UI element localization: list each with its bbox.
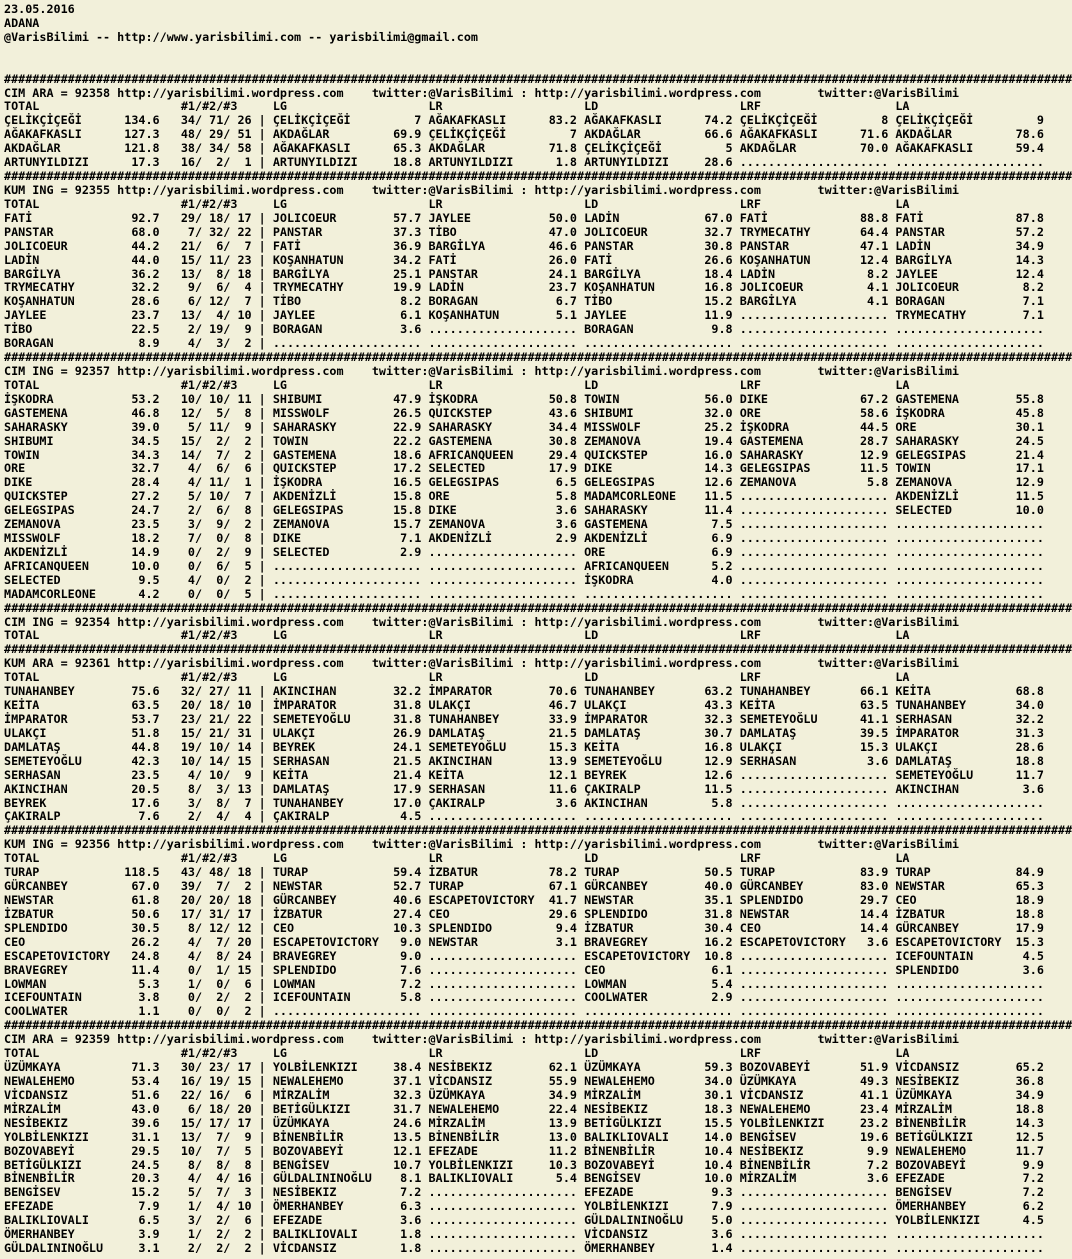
report-row: SPLENDIDO 30.5 8/ 12/ 12 | CEO 10.3 SPLENDIDO 9.4 İZBATUR 30.4 CEO 14.4 GÜRCANBEY 17.9	[4, 920, 1044, 935]
report-date: 23.05.2016	[4, 2, 75, 16]
report-row: NEWALEHEMO 53.4 16/ 19/ 15 | NEWALEHEMO 37.1 VİCDANSIZ 55.9 NEWALEHEMO 34.0 ÜZÜMKAYA 49.3 NESİBEKIZ 36.8	[4, 1073, 1044, 1088]
report-row: NEWSTAR 61.8 20/ 20/ 18 | GÜRCANBEY 40.6 ESCAPETOVICTORY 41.7 NEWSTAR 35.1 SPLENDIDO 29.7 CEO 18.9	[4, 893, 1044, 907]
column-header-line: TOTAL #1/#2/#3 LG LR LD LRF LA	[4, 377, 910, 392]
report-row: BALIKLIOVALI 6.5 3/ 2/ 6 | EFEZADE 3.6 ..................... GÜLDALININOĞLU 5.0 ..................... YOLBİLENKIZI 4.5	[4, 1213, 1044, 1228]
column-header-line: TOTAL #1/#2/#3 LG LR LD LRF LA	[4, 670, 910, 685]
report-row: İŞKODRA 53.2 10/ 10/ 11 | SHIBUMI 47.9 İŞKODRA 50.8 TOWIN 56.0 DIKE 67.2 GASTEMENA 55.8	[4, 391, 1044, 406]
report-row: JAYLEE 23.7 13/ 4/ 10 | JAYLEE 6.1 KOŞANHATUN 5.1 JAYLEE 11.9 ..................... TRYMECATHY 7.1	[4, 308, 1044, 323]
report-row: ÖMERHANBEY 3.9 1/ 2/ 2 | BALIKLIOVALI 1.8 ..................... VİCDANSIZ 3.6 ..................... .....................	[4, 1227, 1044, 1242]
blank-line	[4, 59, 1072, 73]
report-row: COOLWATER 1.1 0/ 0/ 2 | ..................... ..................... ..................... ..................... .....................	[4, 1004, 1044, 1019]
report-row: TRYMECATHY 32.2 9/ 6/ 4 | TRYMECATHY 19.9 LADİN 23.7 KOŞANHATUN 16.8 JOLICOEUR 4.1 JOLICOEUR 8.2	[4, 280, 1044, 295]
separator-line: #######################################################################################################################################################	[4, 642, 1072, 657]
report-row: BOZOVABEYİ 29.5 10/ 7/ 5 | BOZOVABEYİ 12.1 EFEZADE 11.2 BİNENBİLİR 10.4 NESİBEKIZ 9.9 NEWALEHEMO 11.7	[4, 1143, 1044, 1158]
separator-line: #######################################################################################################################################################	[4, 71, 1072, 86]
report-row: BEYREK 17.6 3/ 8/ 7 | TUNAHANBEY 17.0 ÇAKIRALP 3.6 AKINCIHAN 5.8 ..................... .....................	[4, 795, 1044, 810]
report-row: SHIBUMI 34.5 15/ 2/ 2 | TOWIN 22.2 GASTEMENA 30.8 ZEMANOVA 19.4 GASTEMENA 28.7 SAHARASKY 24.5	[4, 433, 1044, 448]
report-row: GÜRCANBEY 67.0 39/ 7/ 2 | NEWSTAR 52.7 TURAP 67.1 GÜRCANBEY 40.0 GÜRCANBEY 83.0 NEWSTAR 65.3	[4, 879, 1044, 894]
report-row: YOLBİLENKIZI 31.1 13/ 7/ 9 | BİNENBİLİR 13.5 BİNENBİLİR 13.0 BALIKLIOVALI 14.0 BENGİSEV 19.6 BETİGÜLKIZI 12.5	[4, 1129, 1044, 1144]
report-row: ÇAKIRALP 7.6 2/ 4/ 4 | ÇAKIRALP 4.5 ..................... ..................... ..................... .....................	[4, 809, 1044, 824]
report-row: ESCAPETOVICTORY 24.8 4/ 8/ 24 | BRAVEGREY 9.0 ..................... ESCAPETOVICTORY 10.8 ..................... ICEFOUNTAIN 4.5	[4, 948, 1044, 963]
report-row: İZBATUR 50.6 17/ 31/ 17 | İZBATUR 27.4 CEO 29.6 SPLENDIDO 31.8 NEWSTAR 14.4 İZBATUR 18.8	[4, 906, 1044, 921]
separator-line: #######################################################################################################################################################	[4, 169, 1072, 184]
report-row: TUNAHANBEY 75.6 32/ 27/ 11 | AKINCIHAN 32.2 İMPARATOR 70.6 TUNAHANBEY 63.2 TUNAHANBEY 66.1 KEİTA 68.8	[4, 684, 1044, 699]
report-row: BİNENBİLİR 20.3 4/ 4/ 16 | GÜLDALININOĞLU 8.1 BALIKLIOVALI 5.4 BENGİSEV 10.0 MİRZALİM 3.6 EFEZADE 7.2	[4, 1171, 1044, 1186]
separator-line: #######################################################################################################################################################	[4, 823, 1072, 838]
report-row: CEO 26.2 4/ 7/ 20 | ESCAPETOVICTORY 9.0 NEWSTAR 3.1 BRAVEGREY 16.2 ESCAPETOVICTORY 3.6 ESCAPETOVICTORY 15.3	[4, 934, 1044, 949]
report-row: AĞAKAFKASLI 127.3 48/ 29/ 51 | AKDAĞLAR 69.9 ÇELİKÇİÇEĞİ 7 AKDAĞLAR 66.6 AĞAKAFKASLI 71.6 AKDAĞLAR 78.6	[4, 127, 1044, 142]
report-row: SELECTED 9.5 4/ 0/ 2 | ..................... ..................... İŞKODRA 4.0 ..................... .....................	[4, 572, 1044, 587]
report-row: BORAGAN 8.9 4/ 3/ 2 | ..................... ..................... ..................... ..................... .....................	[4, 336, 1044, 351]
report-row: MADAMCORLEONE 4.2 0/ 0/ 5 | ..................... ..................... ..................... ..................... .....................	[4, 586, 1044, 601]
report-row: AFRICANQUEEN 10.0 0/ 6/ 5 | ..................... ..................... AFRICANQUEEN 5.2 ..................... .....................	[4, 558, 1044, 573]
report-row: SEMETEYOĞLU 42.3 10/ 14/ 15 | SERHASAN 21.5 AKINCIHAN 13.9 SEMETEYOĞLU 12.9 SERHASAN 3.6 DAMLATAŞ 18.8	[4, 753, 1044, 768]
report-row: EFEZADE 7.9 1/ 4/ 10 | ÖMERHANBEY 6.3 ..................... YOLBİLENKIZI 7.9 ..................... ÖMERHANBEY 6.2	[4, 1199, 1044, 1214]
section-header-line: CIM ARA = 92359 http://yarisbilimi.wordpress.com twitter:@VarisBilimi : http://yarisbilimi.wordpress.com twitter:@VarisBilimi	[4, 1032, 960, 1047]
section-header-line: CIM ARA = 92358 http://yarisbilimi.wordpress.com twitter:@VarisBilimi : http://yarisbilimi.wordpress.com twitter:@VarisBilimi	[4, 85, 960, 100]
report-city: ADANA	[4, 15, 40, 30]
report-row: AKDENİZLİ 14.9 0/ 2/ 9 | SELECTED 2.9 ..................... ORE 6.9 ..................... .....................	[4, 544, 1044, 559]
report-row: GELEGSIPAS 24.7 2/ 6/ 8 | GELEGSIPAS 15.8 DIKE 3.6 SAHARASKY 11.4 ..................... SELECTED 10.0	[4, 503, 1044, 518]
report-sections	[4, 73, 1072, 1256]
section-header-line: CIM ING = 92357 http://yarisbilimi.wordpress.com twitter:@VarisBilimi : http://yarisbilimi.wordpress.com twitter:@VarisBilimi	[4, 363, 960, 378]
column-header-line: TOTAL #1/#2/#3 LG LR LD LRF LA	[4, 851, 910, 866]
report-row: MISSWOLF 18.2 7/ 0/ 8 | DIKE 7.1 AKDENİZLİ 2.9 AKDENİZLİ 6.9 ..................... .....................	[4, 531, 1044, 546]
report-row: TİBO 22.5 2/ 19/ 9 | BORAGAN 3.6 ..................... BORAGAN 9.8 ..................... .....................	[4, 322, 1044, 337]
section-header-line: KUM ING = 92356 http://yarisbilimi.wordpress.com twitter:@VarisBilimi : http://yarisbilimi.wordpress.com twitter:@VarisBilimi	[4, 837, 960, 852]
separator-line: #######################################################################################################################################################	[4, 350, 1072, 365]
report-row: NESİBEKIZ 39.6 15/ 17/ 17 | ÜZÜMKAYA 24.6 MİRZALİM 13.9 BETİGÜLKIZI 15.5 YOLBİLENKIZI 23.2 BİNENBİLİR 14.3	[4, 1115, 1044, 1130]
report-row: GASTEMENA 46.8 12/ 5/ 8 | MISSWOLF 26.5 QUICKSTEP 43.6 SHIBUMI 32.0 ORE 58.6 İŞKODRA 45.8	[4, 405, 1044, 420]
report-row: BETİGÜLKIZI 24.5 8/ 8/ 8 | BENGİSEV 10.7 YOLBİLENKIZI 10.3 BOZOVABEYİ 10.4 BİNENBİLİR 7.2 BOZOVABEYİ 9.9	[4, 1157, 1044, 1172]
report-row: DIKE 28.4 4/ 11/ 1 | İŞKODRA 16.5 GELEGSIPAS 6.5 GELEGSIPAS 12.6 ZEMANOVA 5.8 ZEMANOVA 12.9	[4, 475, 1044, 490]
report-row: ARTUNYILDIZI 17.3 16/ 2/ 1 | ARTUNYILDIZI 18.8 ARTUNYILDIZI 1.8 ARTUNYILDIZI 28.6 ..................... .....................	[4, 155, 1044, 170]
report-row: SAHARASKY 39.0 5/ 11/ 9 | SAHARASKY 22.9 SAHARASKY 34.4 MISSWOLF 25.2 İŞKODRA 44.5 ORE 30.1	[4, 419, 1044, 434]
report-row: TOWIN 34.3 14/ 7/ 2 | GASTEMENA 18.6 AFRICANQUEEN 29.4 QUICKSTEP 16.0 SAHARASKY 12.9 GELEGSIPAS 21.4	[4, 447, 1044, 462]
report-row: FATİ 92.7 29/ 18/ 17 | JOLICOEUR 57.7 JAYLEE 50.0 LADİN 67.0 FATİ 88.8 FATİ 87.8	[4, 210, 1044, 225]
report-row: ÜZÜMKAYA 71.3 30/ 23/ 17 | YOLBİLENKIZI 38.4 NESİBEKIZ 62.1 ÜZÜMKAYA 59.3 BOZOVABEYİ 51.9 VİCDANSIZ 65.2	[4, 1060, 1044, 1075]
report-row: ICEFOUNTAIN 3.8 0/ 2/ 2 | ICEFOUNTAIN 5.8 ..................... COOLWATER 2.9 ..................... .....................	[4, 990, 1044, 1005]
separator-line: #######################################################################################################################################################	[4, 600, 1072, 615]
report-row: ZEMANOVA 23.5 3/ 9/ 2 | ZEMANOVA 15.7 ZEMANOVA 3.6 GASTEMENA 7.5 ..................... .....................	[4, 517, 1044, 532]
report-row: İMPARATOR 53.7 23/ 21/ 22 | SEMETEYOĞLU 31.8 TUNAHANBEY 33.9 İMPARATOR 32.3 SEMETEYOĞLU 41.1 SERHASAN 32.2	[4, 712, 1044, 727]
report-contact: @VarisBilimi -- http://www.yarisbilimi.com -- yarisbilimi@gmail.com	[4, 29, 478, 44]
section-header-line: KUM ARA = 92361 http://yarisbilimi.wordpress.com twitter:@VarisBilimi : http://yarisbilimi.wordpress.com twitter:@VarisBilimi	[4, 656, 960, 671]
report-row: JOLICOEUR 44.2 21/ 6/ 7 | FATİ 36.9 BARGİLYA 46.6 PANSTAR 30.8 PANSTAR 47.1 LADİN 34.9	[4, 238, 1044, 253]
report-row: KOŞANHATUN 28.6 6/ 12/ 7 | TİBO 8.2 BORAGAN 6.7 TİBO 15.2 BARGİLYA 4.1 BORAGAN 7.1	[4, 294, 1044, 309]
report-row: AKDAĞLAR 121.8 38/ 34/ 58 | AĞAKAFKASLI 65.3 AKDAĞLAR 71.8 ÇELİKÇİÇEĞİ 5 AKDAĞLAR 70.0 AĞAKAFKASLI 59.4	[4, 141, 1044, 156]
separator-line: #######################################################################################################################################################	[4, 1018, 1072, 1033]
column-header-line: TOTAL #1/#2/#3 LG LR LD LRF LA	[4, 196, 910, 211]
report-row: VİCDANSIZ 51.6 22/ 16/ 6 | MİRZALİM 32.3 ÜZÜMKAYA 34.9 MİRZALİM 30.1 VİCDANSIZ 41.1 ÜZÜMKAYA 34.9	[4, 1087, 1044, 1102]
report-row: BENGİSEV 15.2 5/ 7/ 3 | NESİBEKIZ 7.2 ..................... EFEZADE 9.3 ..................... BENGİSEV 7.2	[4, 1185, 1044, 1200]
section-header-line: CIM ING = 92354 http://yarisbilimi.wordpress.com twitter:@VarisBilimi : http://yarisbilimi.wordpress.com twitter:@VarisBilimi	[4, 614, 960, 629]
report-row: GÜLDALININOĞLU 3.1 2/ 2/ 2 | VİCDANSIZ 1.8 ..................... ÖMERHANBEY 1.4 ..................... .....................	[4, 1241, 1044, 1256]
report-row: ÇELİKÇİÇEĞİ 134.6 34/ 71/ 26 | ÇELİKÇİÇEĞİ 7 AĞAKAFKASLI 83.2 AĞAKAFKASLI 74.2 ÇELİKÇİÇEĞİ 8 ÇELİKÇİÇEĞİ 9	[4, 113, 1044, 128]
report-row: QUICKSTEP 27.2 5/ 10/ 7 | AKDENİZLİ 15.8 ORE 5.8 MADAMCORLEONE 11.5 ..................... AKDENİZLİ 11.5	[4, 489, 1044, 504]
report-row: DAMLATAŞ 44.8 19/ 10/ 14 | BEYREK 24.1 SEMETEYOĞLU 15.3 KEİTA 16.8 ULAKÇI 15.3 ULAKÇI 28.6	[4, 739, 1044, 754]
report-row: PANSTAR 68.0 7/ 32/ 22 | PANSTAR 37.3 TİBO 47.0 JOLICOEUR 32.7 TRYMECATHY 64.4 PANSTAR 57.2	[4, 224, 1044, 239]
column-header-line: TOTAL #1/#2/#3 LG LR LD LRF LA	[4, 99, 910, 114]
report-row: BRAVEGREY 11.4 0/ 1/ 15 | SPLENDIDO 7.6 ..................... CEO 6.1 ..................... SPLENDIDO 3.6	[4, 962, 1044, 977]
report-row: AKINCIHAN 20.5 8/ 3/ 13 | DAMLATAŞ 17.9 SERHASAN 11.6 ÇAKIRALP 11.5 ..................... AKINCIHAN 3.6	[4, 781, 1044, 796]
column-header-line: TOTAL #1/#2/#3 LG LR LD LRF LA	[4, 1046, 910, 1061]
section-header-line: KUM ING = 92355 http://yarisbilimi.wordpress.com twitter:@VarisBilimi : http://yarisbilimi.wordpress.com twitter:@VarisBilimi	[4, 182, 960, 197]
report-row: KEİTA 63.5 20/ 18/ 10 | İMPARATOR 31.8 ULAKÇI 46.7 ULAKÇI 43.3 KEİTA 63.5 TUNAHANBEY 34.0	[4, 698, 1044, 713]
blank-line	[4, 45, 1072, 59]
report-row: ORE 32.7 4/ 6/ 6 | QUICKSTEP 17.2 SELECTED 17.9 DIKE 14.3 GELEGSIPAS 11.5 TOWIN 17.1	[4, 461, 1044, 476]
report-row: ULAKÇI 51.8 15/ 21/ 31 | ULAKÇI 26.9 DAMLATAŞ 21.5 DAMLATAŞ 30.7 DAMLATAŞ 39.5 İMPARATOR 31.3	[4, 725, 1044, 740]
report-row: LADİN 44.0 15/ 11/ 23 | KOŞANHATUN 34.2 FATİ 26.0 FATİ 26.6 KOŞANHATUN 12.4 BARGİLYA 14.3	[4, 252, 1044, 267]
report-row: MİRZALİM 43.0 6/ 18/ 20 | BETİGÜLKIZI 31.7 NEWALEHEMO 22.4 NESİBEKIZ 18.3 NEWALEHEMO 23.4 MİRZALİM 18.8	[4, 1101, 1044, 1116]
report-row: TURAP 118.5 43/ 48/ 18 | TURAP 59.4 İZBATUR 78.2 TURAP 50.5 TURAP 83.9 TURAP 84.9	[4, 865, 1044, 880]
report-row: LOWMAN 5.3 1/ 0/ 6 | LOWMAN 7.2 ..................... LOWMAN 5.4 ..................... .....................	[4, 976, 1044, 991]
report-row: BARGİLYA 36.2 13/ 8/ 18 | BARGİLYA 25.1 PANSTAR 24.1 BARGİLYA 18.4 LADİN 8.2 JAYLEE 12.4	[4, 266, 1044, 281]
column-header-line: TOTAL #1/#2/#3 LG LR LD LRF LA	[4, 628, 910, 643]
report-row: SERHASAN 23.5 4/ 10/ 9 | KEİTA 21.4 KEİTA 12.1 BEYREK 12.6 ..................... SEMETEYOĞLU 11.7	[4, 767, 1044, 782]
